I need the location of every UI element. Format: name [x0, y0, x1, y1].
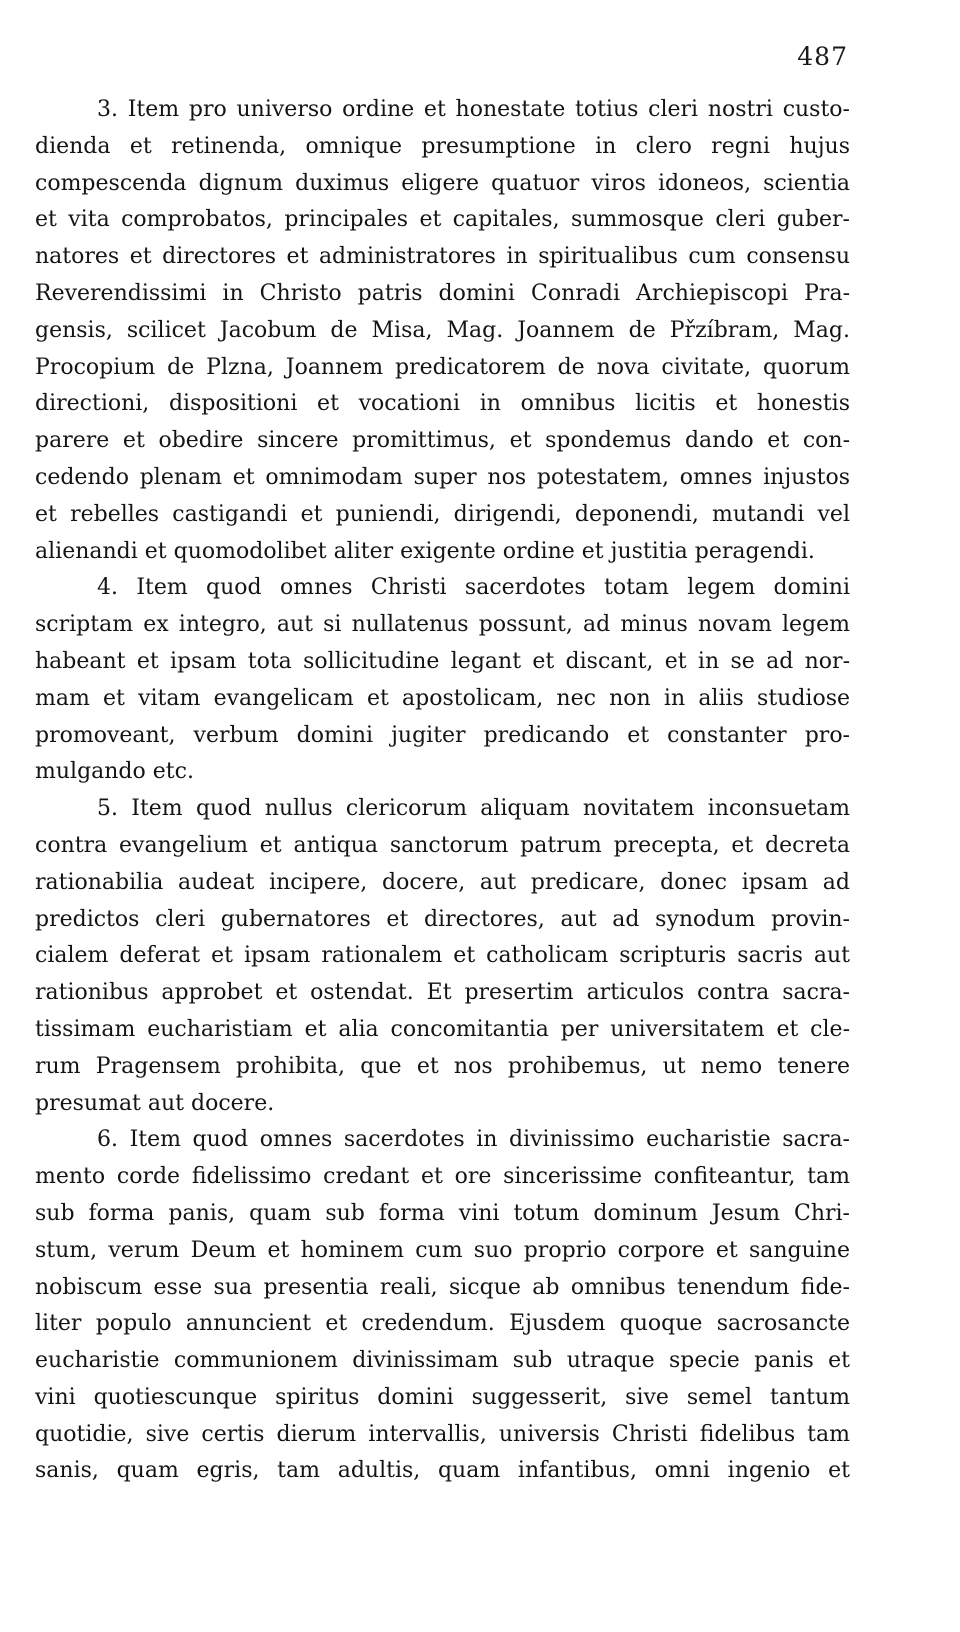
page-number: 487 [797, 42, 848, 71]
text-line: 3. Item pro universo ordine et honestate totius cleri nostri custo- [97, 97, 850, 122]
text-line: sanis, quam egris, tam adultis, quam infantibus, omni ingenio et [35, 1458, 850, 1484]
text-line: rationibus approbet et ostendat. Et presertim articulos contra sacra- [35, 980, 850, 1006]
text-line: et vita comprobatos, principales et capitales, summosque cleri guber- [35, 207, 850, 233]
text-line: eucharistie communionem divinissimam sub utraque specie panis et [35, 1348, 850, 1374]
text-line: dienda et retinenda, omnique presumptione in clero regni hujus [35, 133, 850, 159]
text-line: nobiscum esse sua presentia reali, sicque ab omnibus tenendum fide- [35, 1274, 850, 1300]
text-line: mento corde fidelissimo credant et ore sincerissime confiteantur, tam [35, 1164, 850, 1190]
text-line: scriptam ex integro, aut si nullatenus possunt, ad minus novam legem [35, 612, 850, 638]
text-line: alienandi et quomodolibet aliter exigente ordine et justitia peragendi. [35, 538, 815, 564]
text-line: habeant et ipsam tota sollicitudine legant et discant, et in se ad nor- [35, 648, 850, 674]
text-line: compescenda dignum duximus eligere quatuor viros idoneos, scientia [35, 170, 850, 196]
text-line: cedendo plenam et omnimodam super nos potestatem, omnes injustos [35, 464, 850, 490]
text-line: mulgando etc. [35, 759, 194, 785]
text-line: natores et directores et administratores in spiritualibus cum consensu [35, 244, 850, 270]
text-line: 4. Item quod omnes Christi sacerdotes totam legem domini [97, 575, 850, 601]
text-line: 5. Item quod nullus clericorum aliquam novitatem inconsuetam [97, 796, 850, 822]
text-line: tissimam eucharistiam et alia concomitantia per universitatem et cle- [35, 1016, 850, 1042]
text-line: cialem deferat et ipsam rationalem et catholicam scripturis sacris aut [35, 943, 850, 969]
text-line: quotidie, sive certis dierum intervallis, universis Christi fidelibus tam [35, 1421, 850, 1447]
text-line: Procopium de Plzna, Joannem predicatorem de nova civitate, quorum [35, 354, 850, 380]
text-line: Reverendissimi in Christo patris domini Conradi Archiepiscopi Pra- [35, 280, 850, 306]
text-line: mam et vitam evangelicam et apostolicam, nec non in aliis studiose [35, 685, 850, 711]
text-line: et rebelles castigandi et puniendi, dirigendi, deponendi, mutandi vel [35, 501, 850, 527]
text-line: 6. Item quod omnes sacerdotes in divinissimo eucharistie sacra- [97, 1127, 850, 1153]
text-line: directioni, dispositioni et vocationi in omnibus licitis et honestis [35, 391, 850, 417]
text-line: predictos cleri gubernatores et directores, aut ad synodum provin- [35, 906, 850, 932]
text-line: rum Pragensem prohibita, que et nos prohibemus, ut nemo tenere [35, 1053, 850, 1079]
text-line: gensis, scilicet Jacobum de Misa, Mag. Joannem de Přzíbram, Mag. [35, 317, 850, 343]
text-line: sub forma panis, quam sub forma vini totum dominum Jesum Chri- [35, 1200, 850, 1226]
body-text [35, 92, 850, 1490]
text-line: vini quotiescunque spiritus domini suggesserit, sive semel tantum [35, 1384, 850, 1410]
text-line: promoveant, verbum domini jugiter predicando et constanter pro- [35, 722, 850, 748]
text-line: presumat aut docere. [35, 1090, 275, 1116]
text-line: rationabilia audeat incipere, docere, aut predicare, donec ipsam ad [35, 869, 850, 895]
text-line: liter populo annuncient et credendum. Ejusdem quoque sacrosancte [35, 1311, 850, 1337]
text-line: stum, verum Deum et hominem cum suo proprio corpore et sanguine [35, 1237, 850, 1263]
text-line: contra evangelium et antiqua sanctorum patrum precepta, et decreta [35, 832, 850, 858]
text-line: parere et obedire sincere promittimus, et spondemus dando et con- [35, 428, 850, 454]
